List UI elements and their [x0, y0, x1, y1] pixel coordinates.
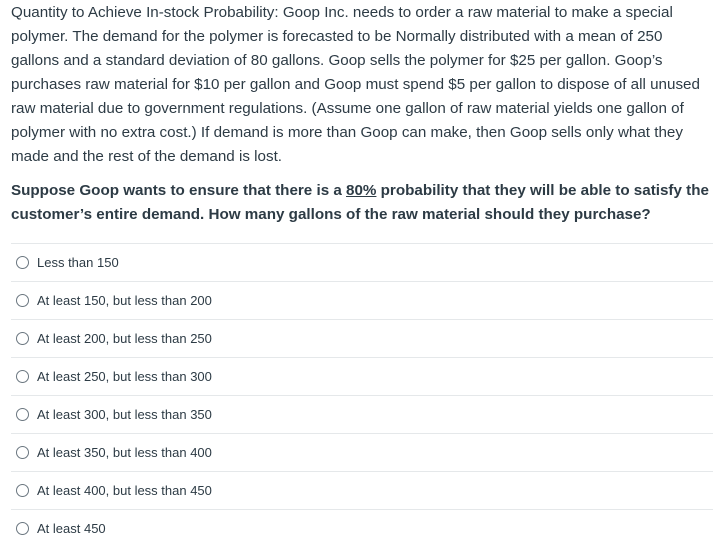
answer-label: At least 150, but less than 200 — [37, 293, 212, 308]
answer-label: At least 350, but less than 400 — [37, 445, 212, 460]
radio-button[interactable] — [16, 294, 29, 307]
answer-label: Less than 150 — [37, 255, 119, 270]
answer-option[interactable] — [11, 396, 713, 434]
answer-option[interactable] — [11, 510, 713, 547]
question-stem: Quantity to Achieve In-stock Probability: Goop Inc. needs to order a raw material to make a special polymer. The demand for the polymer is forecasted to be Normally distributed with a mean of 250 gallons and a standard deviation of 80 gallons. Goop sells the polymer for $25 per gallon. Goop’s purchases raw material for $10 per gallon and Goop must spend $5 per gallon to dispose of all unused raw material due to government regulations. (Assume one gallon of raw material yields one gallon of polymer with no extra cost.) If demand is more than Goop can make, then Goop sells only what they made and the rest of the demand is lost. — [11, 4, 700, 165]
answer-option[interactable] — [11, 434, 713, 472]
prompt-text-end: probability that they will be able to satisfy the customer’s entire demand. How many gallons of the raw material should they purchase? — [11, 182, 709, 223]
radio-button[interactable] — [16, 446, 29, 459]
radio-button[interactable] — [16, 256, 29, 269]
answer-option[interactable] — [11, 244, 713, 282]
answer-label: At least 300, but less than 350 — [37, 407, 212, 422]
answer-list — [11, 243, 713, 547]
answer-option[interactable] — [11, 358, 713, 396]
prompt-emphasis: 80% — [346, 182, 377, 199]
answer-label: At least 400, but less than 450 — [37, 483, 212, 498]
radio-button[interactable] — [16, 522, 29, 535]
answer-option[interactable] — [11, 282, 713, 320]
prompt-text-start: Suppose Goop wants to ensure that there is a — [11, 182, 347, 199]
answer-label: At least 250, but less than 300 — [37, 369, 212, 384]
question-prompt — [11, 179, 713, 227]
radio-button[interactable] — [16, 408, 29, 421]
radio-button[interactable] — [16, 332, 29, 345]
answer-option[interactable] — [11, 320, 713, 358]
answer-label: At least 450 — [37, 521, 106, 536]
answer-label: At least 200, but less than 250 — [37, 331, 212, 346]
radio-button[interactable] — [16, 484, 29, 497]
answer-option[interactable] — [11, 472, 713, 510]
radio-button[interactable] — [16, 370, 29, 383]
